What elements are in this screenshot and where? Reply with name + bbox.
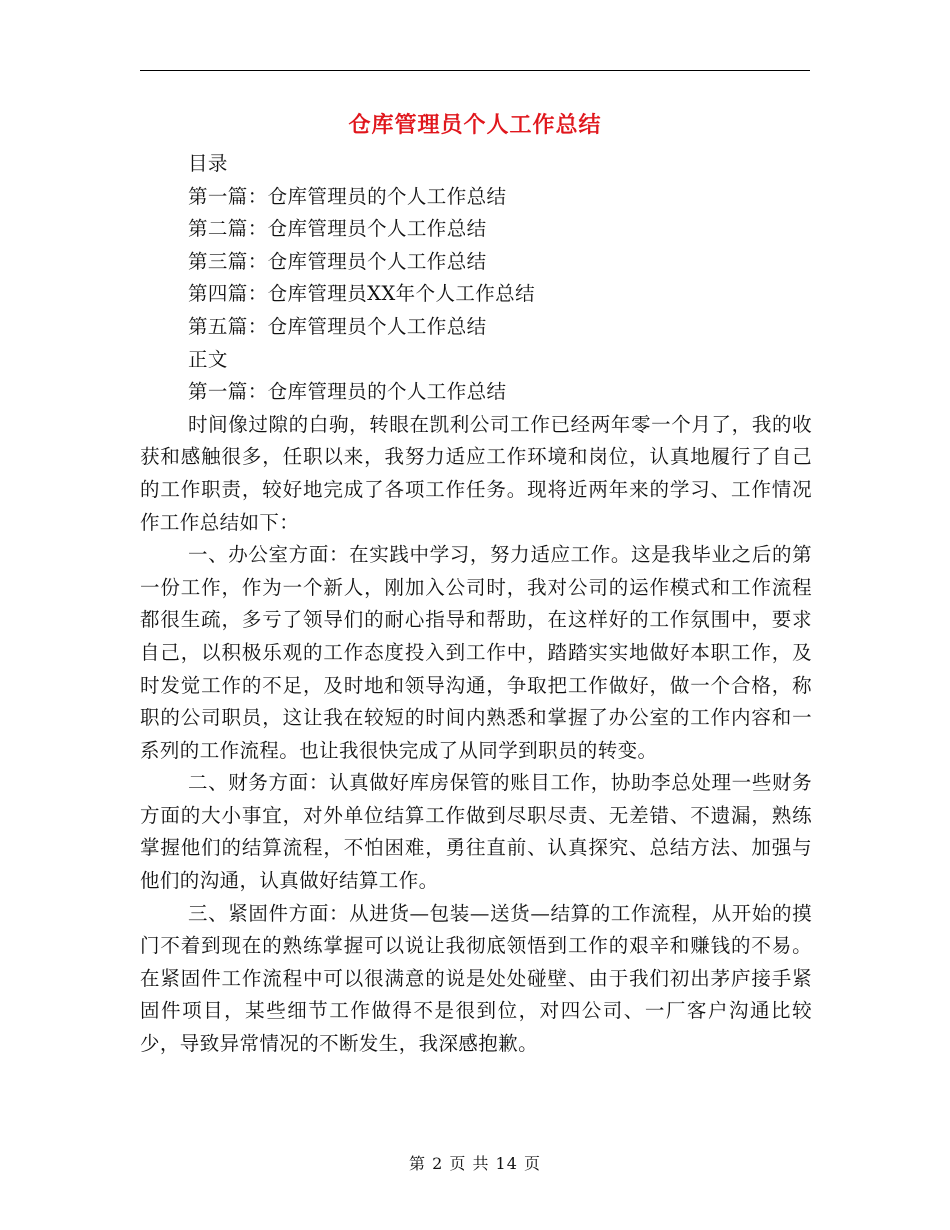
body-paragraph: 时间像过隙的白驹，转眼在凯利公司工作已经两年零一个月了，我的收获和感触很多，任职以来，我努力适应工作环境和岗位，认真地履行了自己的工作职责，较好地完成了各项工作任务。现将近两年来的学习、工作情况作工作总结如下： bbox=[140, 412, 812, 534]
header-rule bbox=[140, 70, 810, 71]
toc-item: 第五篇：仓库管理员个人工作总结 bbox=[188, 314, 487, 338]
toc-heading: 目录 bbox=[188, 152, 228, 175]
section-heading: 第一篇：仓库管理员的个人工作总结 bbox=[188, 380, 507, 404]
page-number: 第 2 页 共 14 页 bbox=[409, 1154, 541, 1173]
document-body bbox=[140, 148, 812, 1061]
body-paragraph: 一、办公室方面：在实践中学习，努力适应工作。这是我毕业之后的第一份工作，作为一个新人，刚加入公司时，我对公司的运作模式和工作流程都很生疏，多亏了领导们的耐心指导和帮助，在这样好的工作氛围中，要求自己，以积极乐观的工作态度投入到工作中，踏踏实实地做好本职工作，及时发觉工作的不足，及时地和领导沟通，争取把工作做好，做一个合格，称职的公司职员，这让我在较短的时间内熟悉和掌握了办公室的工作内容和一系列的工作流程。也让我很快完成了从同学到职员的转变。 bbox=[140, 543, 812, 762]
toc-item: 第四篇：仓库管理员XX年个人工作总结 bbox=[188, 282, 535, 306]
body-paragraph: 二、财务方面：认真做好库房保管的账目工作，协助李总处理一些财务方面的大小事宜，对外单位结算工作做到尽职尽责、无差错、不遗漏，熟练掌握他们的结算流程，不怕困难，勇往直前、认真探究、总结方法、加强与他们的沟通，认真做好结算工作。 bbox=[140, 771, 812, 893]
body-heading: 正文 bbox=[188, 347, 228, 371]
document-title: 仓库管理员个人工作总结 bbox=[348, 113, 602, 138]
toc-item: 第三篇：仓库管理员个人工作总结 bbox=[188, 249, 487, 273]
body-paragraph: 三、紧固件方面：从进货—包装—送货—结算的工作流程，从开始的摸门不着到现在的熟练掌握可以说让我彻底领悟到工作的艰辛和赚钱的不易。在紧固件工作流程中可以很满意的说是处处碰壁、由于我们初出茅庐接手紧固件项目，某些细节工作做得不是很到位，对四公司、一厂客户沟通比较少，导致异常情况的不断发生，我深感抱歉。 bbox=[140, 901, 812, 1056]
toc-item: 第一篇：仓库管理员的个人工作总结 bbox=[188, 184, 507, 208]
toc-item: 第二篇：仓库管理员个人工作总结 bbox=[188, 217, 487, 241]
